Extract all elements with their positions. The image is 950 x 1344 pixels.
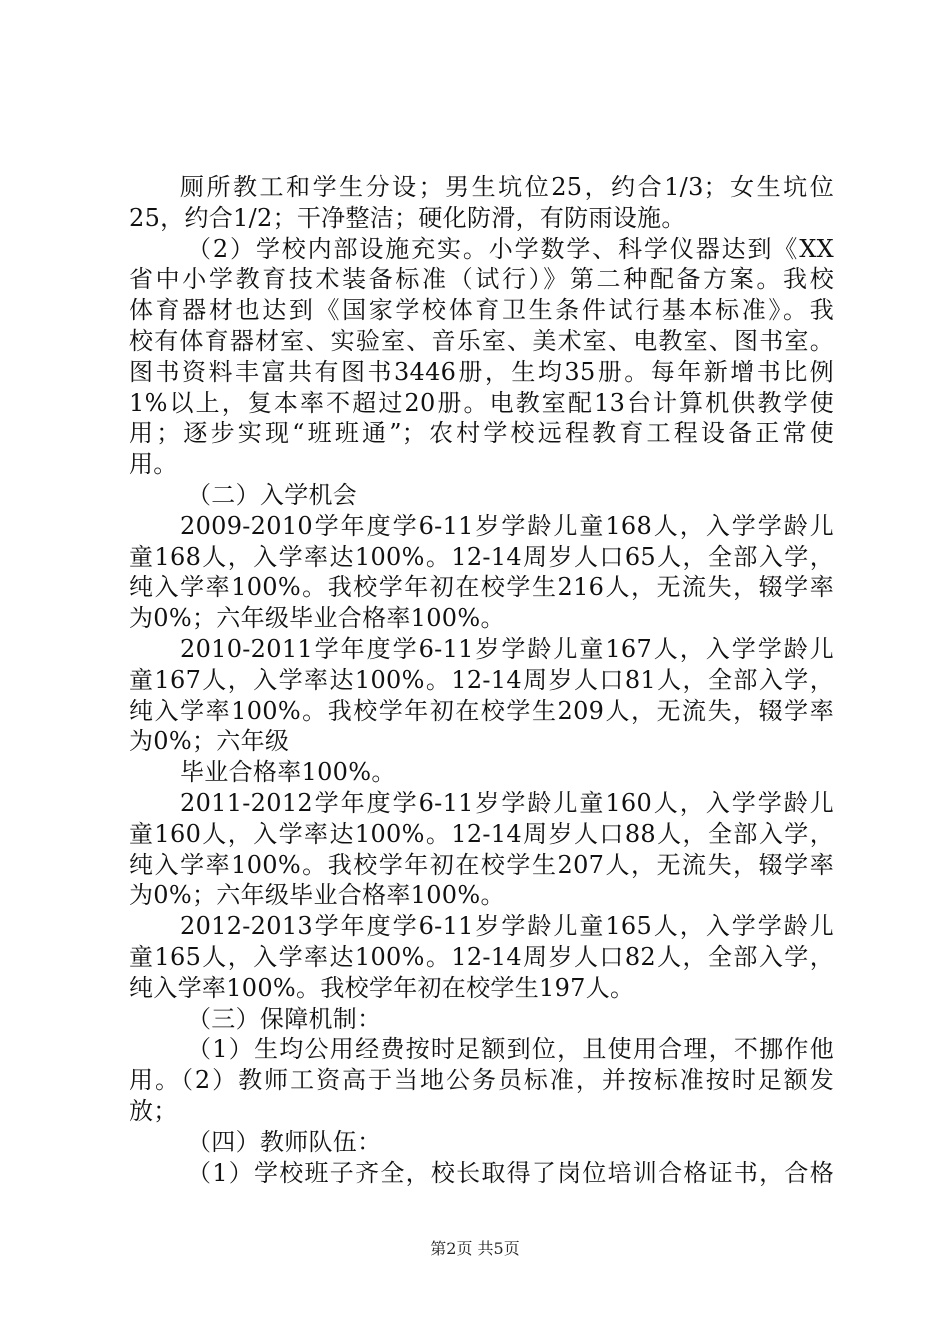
paragraph-line: 纯入学率100%。我校学年初在校学生209人，无流失，辍学率	[129, 696, 834, 725]
paragraph-line: 为0%；六年级毕业合格率100%。	[129, 604, 505, 633]
paragraph-line: 纯入学率100%。我校学年初在校学生207人，无流失，辍学率	[129, 850, 834, 879]
section-heading: （三）保障机制：	[187, 1004, 382, 1033]
paragraph-line: 童168人，入学率达100%。12-14周岁人口65人，全部入学，	[129, 542, 834, 571]
paragraph-line: 校有体育器材室、实验室、音乐室、美术室、电教室、图书室。	[129, 326, 834, 355]
paragraph-line: 省中小学教育技术装备标准（试行）》第二种配备方案。我校	[129, 265, 834, 294]
paragraph-line: 用。	[129, 450, 178, 479]
document-body	[129, 172, 834, 1188]
paragraph-line: 童160人，入学率达100%。12-14周岁人口88人，全部入学，	[129, 819, 834, 848]
paragraph-line: 图书资料丰富共有图书3446册，生均35册。每年新增书比例	[129, 357, 834, 386]
paragraph-line: 2010-2011学年度学6-11岁学龄儿童167人，入学学龄儿	[180, 634, 834, 663]
paragraph-line: 纯入学率100%。我校学年初在校学生197人。	[129, 973, 635, 1002]
paragraph-line: 用。（2）教师工资高于当地公务员标准，并按标准按时足额发	[129, 1066, 834, 1095]
paragraph-line: 2009-2010学年度学6-11岁学龄儿童168人，入学学龄儿	[180, 511, 834, 540]
paragraph-line: 1%以上，复本率不超过20册。电教室配13台计算机供教学使	[129, 388, 834, 417]
section-heading: （二）入学机会	[187, 480, 358, 509]
paragraph-line: 2012-2013学年度学6-11岁学龄儿童165人，入学学龄儿	[180, 912, 834, 941]
page-number-footer: 第2页 共5页	[430, 1239, 520, 1258]
paragraph-line: 为0%；六年级毕业合格率100%。	[129, 881, 505, 910]
paragraph-line: （1）生均公用经费按时足额到位，且使用合理，不挪作他	[187, 1035, 834, 1064]
paragraph-line: 毕业合格率100%。	[180, 758, 396, 787]
paragraph-line: 为0%；六年级	[129, 727, 290, 756]
paragraph-line: （2）学校内部设施充实。小学数学、科学仪器达到《XX	[187, 234, 834, 263]
paragraph-line: 25，约合1/2；干净整洁；硬化防滑，有防雨设施。	[129, 203, 686, 232]
paragraph-line: 童165人，入学率达100%。12-14周岁人口82人，全部入学，	[129, 942, 834, 971]
paragraph-line: 体育器材也达到《国家学校体育卫生条件试行基本标准》。我	[129, 296, 834, 325]
paragraph-line: 纯入学率100%。我校学年初在校学生216人，无流失，辍学率	[129, 573, 834, 602]
paragraph-line: （1）学校班子齐全，校长取得了岗位培训合格证书，合格	[187, 1158, 834, 1187]
paragraph-line: 童167人，入学率达100%。12-14周岁人口81人，全部入学，	[129, 665, 834, 694]
paragraph-line: 厕所教工和学生分设；男生坑位25，约合1/3；女生坑位	[180, 173, 834, 201]
paragraph-line: 放；	[129, 1096, 178, 1125]
paragraph-line: 用；逐步实现“班班通”；农村学校远程教育工程设备正常使	[129, 419, 834, 448]
section-heading: （四）教师队伍：	[187, 1127, 382, 1156]
paragraph-line: 2011-2012学年度学6-11岁学龄儿童160人，入学学龄儿	[180, 788, 834, 817]
